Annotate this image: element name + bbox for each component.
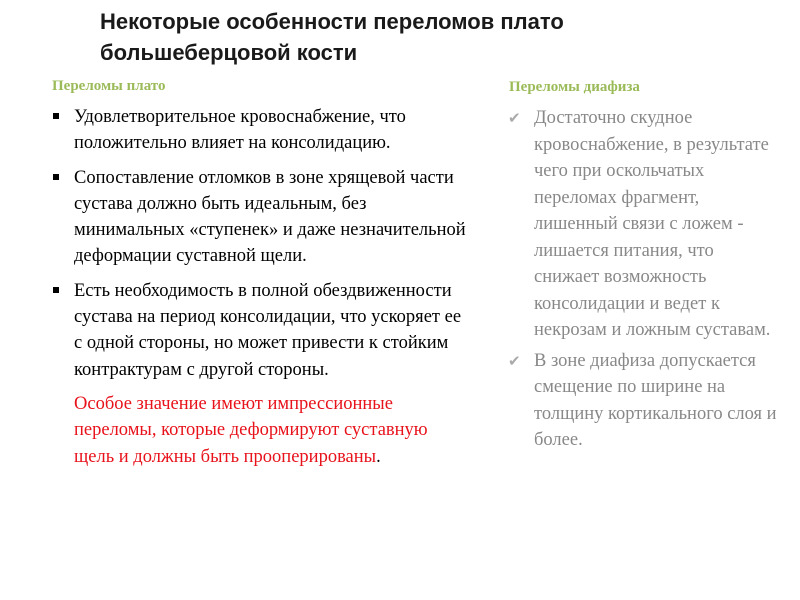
left-bullet-item — [50, 104, 470, 157]
left-bullet-item — [50, 278, 470, 383]
bullet-text: Есть необходимость в полной обездвиженности сустава на период консолидации, что ускоряет ее с одной стороны, но может привести к стойким контрактурам с другой стороны. — [74, 280, 462, 380]
right-bullet-item — [508, 348, 783, 454]
checkmark-bullet-icon: ✔ — [508, 109, 521, 127]
checkmark-bullet-icon: ✔ — [508, 351, 521, 370]
slide-title: Некоторые особенности переломов плато большеберцовой кости — [100, 9, 564, 65]
bullet-text: Сопоставление отломков в зоне хрящевой части сустава должно быть идеальным, без минимальных «ступенек» и даже незначительной деформации суставной щели. — [74, 167, 466, 267]
left-bullet-item-highlighted — [50, 391, 470, 470]
left-bullet-item — [50, 165, 470, 270]
left-bullet-list — [50, 104, 470, 478]
square-bullet-icon — [53, 174, 59, 180]
square-bullet-icon — [53, 287, 59, 293]
right-column-heading: Переломы диафиза — [509, 79, 640, 95]
bullet-text: Достаточно скудное кровоснабжение, в результате чего при оскольчатых переломах фрагмент, лишенный связи с ложем - лишается питания, что снижает возможность консолидации и ведет к некрозам и ложным суставам. — [534, 108, 771, 340]
right-bullet-list — [508, 105, 783, 458]
bullet-text: В зоне диафиза допускается смещение по ширине на толщину кортикального слоя и более. — [534, 350, 777, 450]
bullet-text: Удовлетворительное кровоснабжение, что положительно влияет на консолидацию. — [74, 107, 406, 154]
right-bullet-item — [508, 105, 783, 344]
left-column-heading: Переломы плато — [52, 78, 166, 94]
bullet-text-tail: . — [376, 446, 381, 467]
square-bullet-icon — [53, 113, 59, 119]
highlighted-bullet-text: Особое значение имеют импрессионные переломы, которые деформируют суставную щель и должны быть прооперированы — [74, 393, 428, 467]
